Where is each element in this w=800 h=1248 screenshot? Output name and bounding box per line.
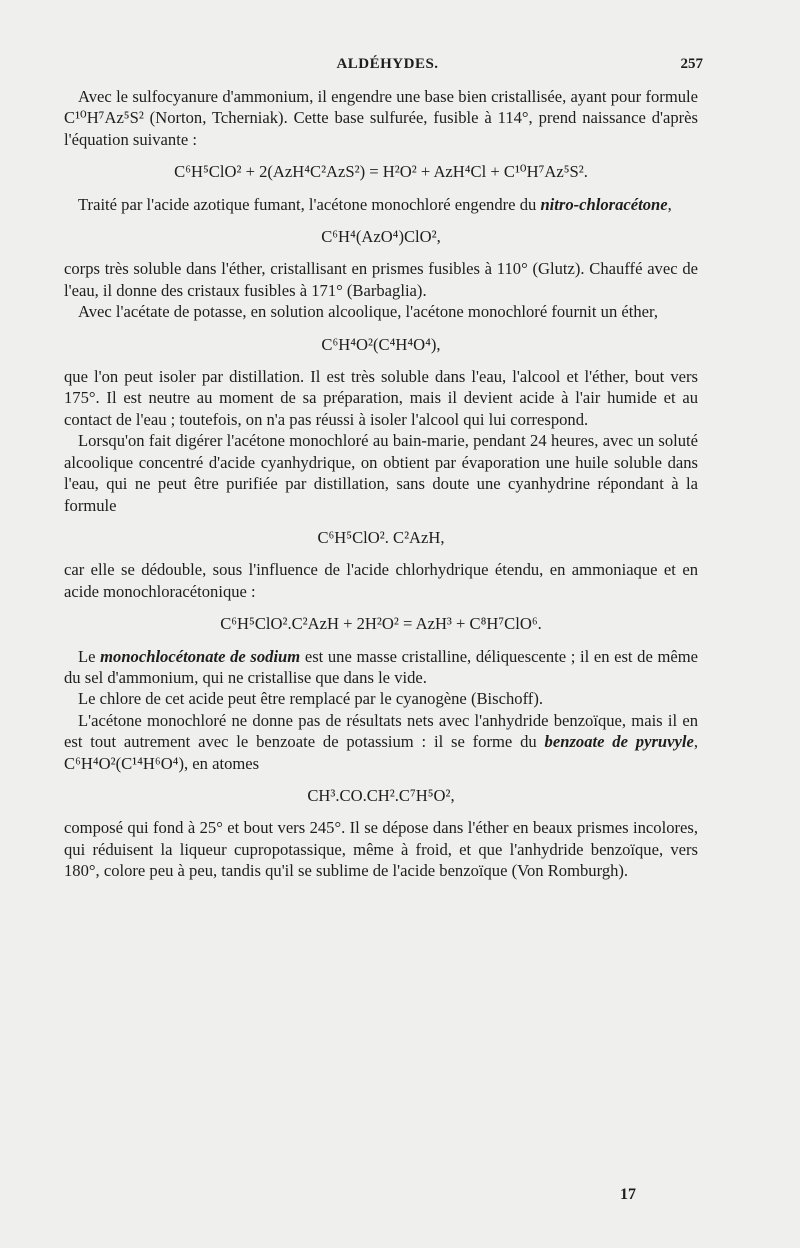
paragraph: Avec le sulfocyanure d'ammonium, il engendre une base bien cristallisée, ayant pour formule C¹⁰H⁷Az⁵S² (Norton, Tcherniak). Cette base sulfurée, fusible à 114°, prend naissance d'après l'équation suivante : <box>64 87 698 149</box>
paragraph: composé qui fond à 25° et bout vers 245°. Il se dépose dans l'éther en beaux prismes incolores, qui réduisent la liqueur cupropotassique, même à froid, et que l'anhydride benzoïque, vers 180°, colore peu à peu, tandis qu'il se sublime de l'acide benzoïque (Von Romburgh). <box>64 818 698 881</box>
running-header <box>60 56 715 80</box>
paragraph: Lorsqu'on fait digérer l'acétone monochloré au bain-marie, pendant 24 heures, avec un soluté alcoolique concentré d'acide cyanhydrique, on obtient par évaporation une huile soluble dans l'eau, qui ne peut être purifiée par distillation, sans doute une cyanhydrine répondant à la formule <box>64 431 698 515</box>
paragraph <box>64 710 698 774</box>
paragraph <box>64 646 698 689</box>
running-title: ALDÉHYDES. <box>336 56 439 72</box>
paragraph: corps très soluble dans l'éther, cristallisant en prismes fusibles à 110° (Glutz). Chauffé avec de l'eau, il donne des cristaux fusibles à 171° (Barbaglia). <box>64 259 698 300</box>
paragraph-text: Traité par l'acide azotique fumant, l'acétone monochloré engendre du <box>78 194 541 214</box>
page-body <box>64 86 698 882</box>
paragraph: car elle se dédouble, sous l'influence de l'acide chlorhydrique étendu, en ammoniaque et en acide monochloracétonique : <box>64 560 698 601</box>
paragraph: Le chlore de cet acide peut être remplacé par le cyanogène (Bischoff). <box>78 689 543 709</box>
paragraph-text: , C⁶H⁴O²(C¹⁴H⁶O⁴), en atomes <box>64 732 698 773</box>
formula: C⁶H⁴(AzO⁴)ClO², <box>321 227 441 247</box>
italic-term: nitro-chloracétone <box>540 194 668 214</box>
page-number: 257 <box>680 56 703 72</box>
paragraph: Avec l'acétate de potasse, en solution alcoolique, l'acétone monochloré fournit un éther, <box>78 302 659 322</box>
signature-mark: 17 <box>620 1186 636 1203</box>
paragraph <box>64 194 698 215</box>
italic-term: benzoate de pyruvyle <box>544 732 694 752</box>
paragraph-text: L'acétone monochloré ne donne pas de résultats nets avec l'anhydride benzoïque, mais il en est tout autrement avec le benzoate de potassium : il se forme du <box>64 710 698 752</box>
formula: CH³.CO.CH².C⁷H⁵O², <box>307 785 455 805</box>
formula: C⁶H⁵ClO².C²AzH + 2H²O² = AzH³ + C⁸H⁷ClO⁶. <box>220 614 542 634</box>
paragraph: que l'on peut isoler par distillation. Il est très soluble dans l'eau, l'alcool et l'éther, bout vers 175°. Il est neutre au moment de sa préparation, mais il devient acide à l'air humide et au contact de l'eau ; toutefois, on n'a pas réussi à isoler l'alcool qui lui correspond. <box>64 367 698 429</box>
formula: C⁶H⁵ClO². C²AzH, <box>317 527 445 547</box>
paragraph-text: Le <box>78 646 101 666</box>
italic-term: monochlocétonate de sodium <box>100 646 301 666</box>
formula: C⁶H⁴O²(C⁴H⁴O⁴), <box>321 334 441 354</box>
formula: C⁶H⁵ClO² + 2(AzH⁴C²AzS²) = H²O² + AzH⁴Cl + C¹⁰H⁷Az⁵S². <box>174 162 588 182</box>
paragraph-text: est une masse cristalline, déliquescente ; il en est de même du sel d'ammonium, qui ne cristallise que dans le vide. <box>64 646 698 687</box>
paragraph-text: , <box>667 194 672 214</box>
